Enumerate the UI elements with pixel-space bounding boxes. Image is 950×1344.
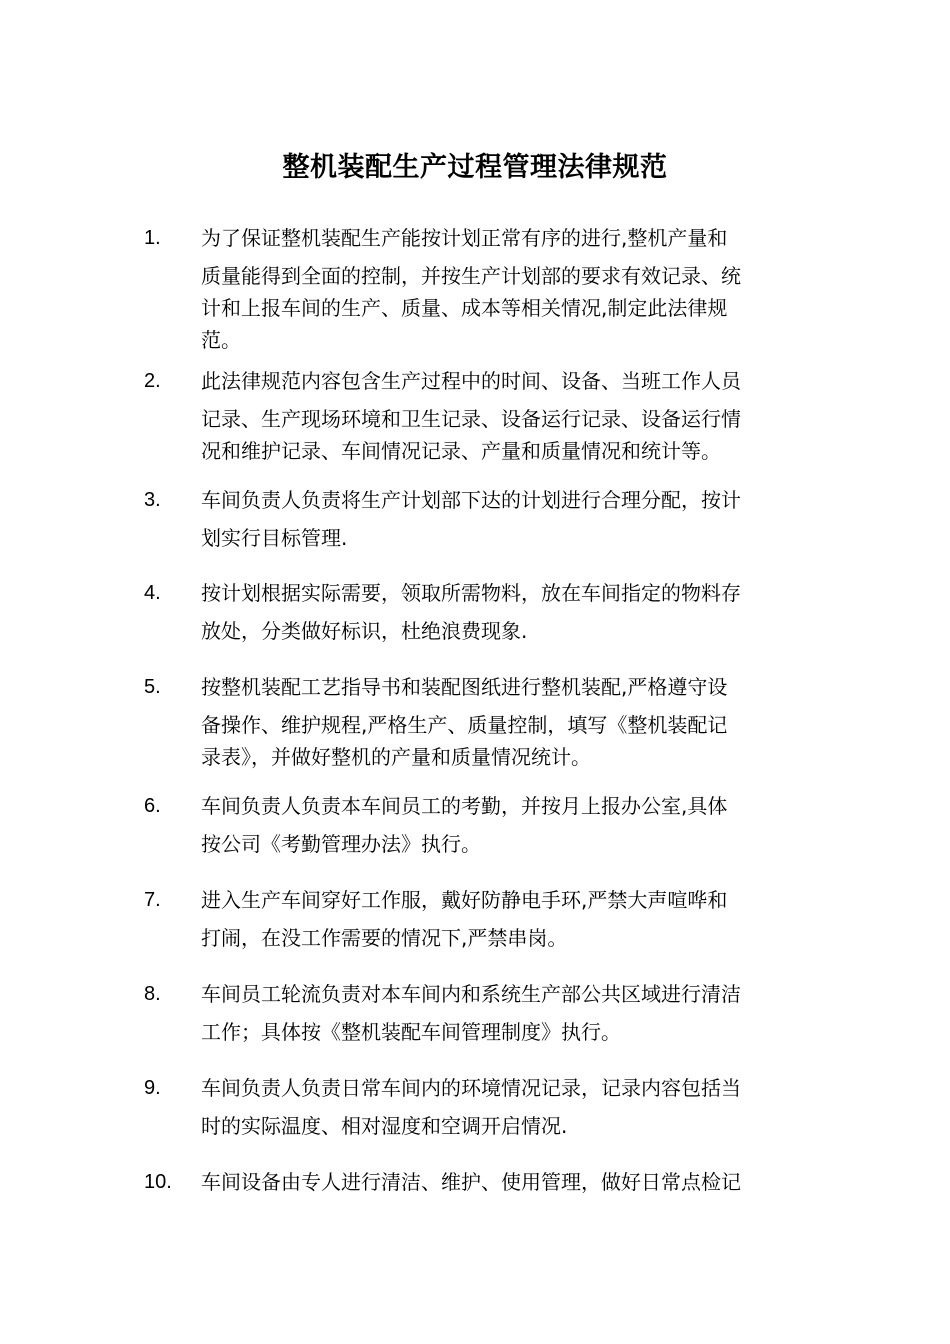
item-line: 车间负责人负责本车间员工的考勤，并按月上报办公室,具体: [201, 794, 728, 818]
item-number: 8.: [144, 983, 161, 1005]
item-line: 车间负责人负责日常车间内的环境情况记录，记录内容包括当: [201, 1076, 741, 1100]
item-number: 2.: [144, 370, 161, 392]
item-line: 此法律规范内容包含生产过程中的时间、设备、当班工作人员: [201, 369, 741, 393]
item-line: 录表》，并做好整机的产量和质量情况统计。: [201, 745, 591, 769]
item-line: 放处，分类做好标识，杜绝浪费现象.: [201, 619, 528, 643]
item-number: 5.: [144, 676, 161, 698]
item-number: 4.: [144, 582, 161, 604]
item-line: 划实行目标管理.: [201, 526, 348, 550]
item-line: 打闹，在没工作需要的情况下,严禁串岗。: [201, 926, 568, 950]
item-text: [201, 484, 807, 554]
document-title: 整机装配生产过程管理法律规范: [282, 152, 668, 183]
item-text: [201, 884, 807, 954]
item-line: 备操作、维护规程,严格生产、质量控制，填写《整机装配记: [201, 713, 728, 737]
item-line: 进入生产车间穿好工作服，戴好防静电手环,严禁大声喧哗和: [201, 888, 728, 912]
item-text: [201, 365, 807, 467]
item-number: 1.: [144, 227, 161, 249]
item-line: 车间负责人负责将生产计划部下达的计划进行合理分配，按计: [201, 488, 741, 512]
item-line: 车间设备由专人进行清洁、维护、使用管理，做好日常点检记: [201, 1170, 741, 1194]
item-text: [201, 222, 807, 356]
item-text: [201, 577, 807, 647]
item-line: 范。: [201, 328, 241, 352]
item-number: 9.: [144, 1077, 161, 1099]
item-line: 车间员工轮流负责对本车间内和系统生产部公共区域进行清洁: [201, 982, 741, 1006]
item-number: 6.: [144, 795, 161, 817]
item-line: 计和上报车间的生产、质量、成本等相关情况,制定此法律规: [201, 296, 728, 320]
item-line: 按公司《考勤管理办法》执行。: [201, 832, 481, 856]
item-text: [201, 790, 807, 860]
item-line: 为了保证整机装配生产能按计划正常有序的进行,整机产量和: [201, 226, 728, 250]
item-line: 记录、生产现场环境和卫生记录、设备运行记录、设备运行情: [201, 407, 741, 431]
item-line: 按计划根据实际需要，领取所需物料，放在车间指定的物料存: [201, 581, 741, 605]
item-text: [201, 978, 807, 1048]
item-text: [201, 671, 807, 773]
item-line: 时的实际温度、相对湿度和空调开启情况.: [201, 1114, 568, 1138]
item-number: 10.: [144, 1171, 172, 1193]
item-text: [201, 1166, 807, 1204]
item-text: [201, 1072, 807, 1142]
item-line: 按整机装配工艺指导书和装配图纸进行整机装配,严格遵守设: [201, 675, 728, 699]
item-line: 况和维护记录、车间情况记录、产量和质量情况和统计等。: [201, 439, 721, 463]
item-line: 工作；具体按《整机装配车间管理制度》执行。: [201, 1020, 621, 1044]
item-number: 3.: [144, 489, 161, 511]
item-line: 质量能得到全面的控制，并按生产计划部的要求有效记录、统: [201, 264, 741, 288]
item-number: 7.: [144, 889, 161, 911]
